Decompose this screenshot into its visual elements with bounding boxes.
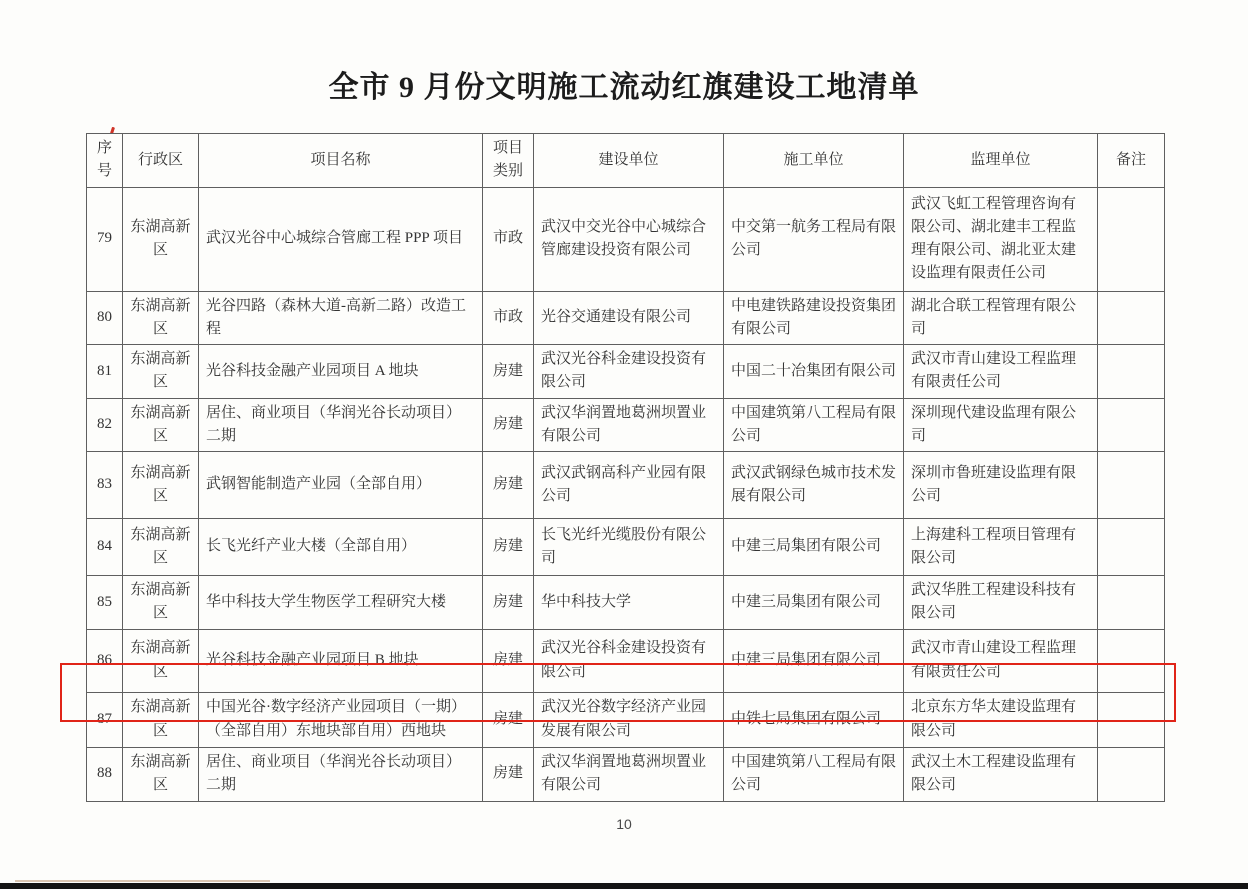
cell-no: 83: [87, 452, 123, 519]
cell-project: 武钢智能制造产业园（全部自用）: [199, 452, 483, 519]
cell-project: 中国光谷·数字经济产业园项目（一期）（全部自用）东地块部自用）西地块: [199, 692, 483, 747]
cell-no: 86: [87, 629, 123, 692]
cell-builder: 长飞光纤光缆股份有限公司: [534, 519, 724, 576]
cell-category: 房建: [483, 345, 534, 399]
scan-edge-bar: [0, 883, 1248, 889]
cell-category: 房建: [483, 576, 534, 630]
cell-remark: [1098, 576, 1165, 630]
column-header: 建设单位: [534, 134, 724, 188]
cell-district: 东湖高新区: [123, 452, 199, 519]
cell-no: 85: [87, 576, 123, 630]
cell-contractor: 中国建筑第八工程局有限公司: [724, 398, 904, 452]
cell-category: 房建: [483, 629, 534, 692]
cell-project: 光谷科技金融产业园项目 B 地块: [199, 629, 483, 692]
cell-supervisor: 武汉飞虹工程管理咨询有限公司、湖北建丰工程监理有限公司、湖北亚太建设监理有限责任公司: [904, 187, 1098, 291]
table-row: [87, 291, 1165, 345]
table-row: [87, 692, 1165, 747]
cell-builder: 光谷交通建设有限公司: [534, 291, 724, 345]
cell-project: 光谷科技金融产业园项目 A 地块: [199, 345, 483, 399]
cell-no: 80: [87, 291, 123, 345]
cell-contractor: 中电建铁路建设投资集团有限公司: [724, 291, 904, 345]
cell-remark: [1098, 692, 1165, 747]
cell-no: 88: [87, 747, 123, 801]
cell-remark: [1098, 291, 1165, 345]
cell-no: 82: [87, 398, 123, 452]
cell-category: 房建: [483, 452, 534, 519]
cell-no: 79: [87, 187, 123, 291]
table-row: [87, 187, 1165, 291]
cell-category: 市政: [483, 187, 534, 291]
table-row: [87, 629, 1165, 692]
cell-contractor: 中铁七局集团有限公司: [724, 692, 904, 747]
cell-supervisor: 深圳现代建设监理有限公司: [904, 398, 1098, 452]
cell-supervisor: 武汉市青山建设工程监理有限责任公司: [904, 629, 1098, 692]
cell-remark: [1098, 747, 1165, 801]
cell-supervisor: 上海建科工程项目管理有限公司: [904, 519, 1098, 576]
table-row: [87, 576, 1165, 630]
cell-builder: 武汉光谷科金建设投资有限公司: [534, 345, 724, 399]
cell-district: 东湖高新区: [123, 345, 199, 399]
cell-supervisor: 湖北合联工程管理有限公司: [904, 291, 1098, 345]
cell-remark: [1098, 519, 1165, 576]
column-header: 序号: [87, 134, 123, 188]
cell-project: 居住、商业项目（华润光谷长动项目）二期: [199, 747, 483, 801]
cell-no: 81: [87, 345, 123, 399]
cell-project: 华中科技大学生物医学工程研究大楼: [199, 576, 483, 630]
cell-remark: [1098, 452, 1165, 519]
cell-district: 东湖高新区: [123, 187, 199, 291]
column-header: 行政区: [123, 134, 199, 188]
table-row: [87, 398, 1165, 452]
cell-category: 房建: [483, 692, 534, 747]
table-row: [87, 452, 1165, 519]
cell-category: 房建: [483, 398, 534, 452]
cell-district: 东湖高新区: [123, 291, 199, 345]
cell-contractor: 中国建筑第八工程局有限公司: [724, 747, 904, 801]
cell-remark: [1098, 629, 1165, 692]
cell-contractor: 中国二十冶集团有限公司: [724, 345, 904, 399]
column-header: 监理单位: [904, 134, 1098, 188]
cell-project: 光谷四路（森林大道-高新二路）改造工程: [199, 291, 483, 345]
table-header-row: [87, 134, 1165, 188]
column-header: 备注: [1098, 134, 1165, 188]
cell-category: 房建: [483, 519, 534, 576]
cell-builder: 武汉武钢高科产业园有限公司: [534, 452, 724, 519]
scan-artifact-line: [15, 880, 270, 882]
cell-builder: 华中科技大学: [534, 576, 724, 630]
cell-project: 长飞光纤产业大楼（全部自用）: [199, 519, 483, 576]
cell-no: 84: [87, 519, 123, 576]
cell-builder: 武汉光谷数字经济产业园发展有限公司: [534, 692, 724, 747]
cell-remark: [1098, 187, 1165, 291]
cell-district: 东湖高新区: [123, 519, 199, 576]
column-header: 项目名称: [199, 134, 483, 188]
column-header: 施工单位: [724, 134, 904, 188]
cell-supervisor: 北京东方华太建设监理有限公司: [904, 692, 1098, 747]
page-number: 10: [616, 816, 632, 832]
page-title: 全市 9 月份文明施工流动红旗建设工地清单: [328, 71, 920, 104]
cell-builder: 武汉华润置地葛洲坝置业有限公司: [534, 398, 724, 452]
cell-district: 东湖高新区: [123, 629, 199, 692]
cell-builder: 武汉华润置地葛洲坝置业有限公司: [534, 747, 724, 801]
cell-remark: [1098, 345, 1165, 399]
cell-project: 武汉光谷中心城综合管廊工程 PPP 项目: [199, 187, 483, 291]
cell-category: 房建: [483, 747, 534, 801]
table-row: [87, 345, 1165, 399]
cell-no: 87: [87, 692, 123, 747]
cell-builder: 武汉光谷科金建设投资有限公司: [534, 629, 724, 692]
cell-builder: 武汉中交光谷中心城综合管廊建设投资有限公司: [534, 187, 724, 291]
cell-contractor: 中交第一航务工程局有限公司: [724, 187, 904, 291]
column-header: 项目类别: [483, 134, 534, 188]
cell-district: 东湖高新区: [123, 398, 199, 452]
cell-contractor: 中建三局集团有限公司: [724, 519, 904, 576]
cell-district: 东湖高新区: [123, 576, 199, 630]
cell-supervisor: 武汉土木工程建设监理有限公司: [904, 747, 1098, 801]
cell-contractor: 武汉武钢绿色城市技术发展有限公司: [724, 452, 904, 519]
cell-contractor: 中建三局集团有限公司: [724, 629, 904, 692]
cell-district: 东湖高新区: [123, 747, 199, 801]
cell-supervisor: 武汉华胜工程建设科技有限公司: [904, 576, 1098, 630]
cell-supervisor: 武汉市青山建设工程监理有限责任公司: [904, 345, 1098, 399]
cell-category: 市政: [483, 291, 534, 345]
table-row: [87, 519, 1165, 576]
cell-district: 东湖高新区: [123, 692, 199, 747]
cell-remark: [1098, 398, 1165, 452]
table-row: [87, 747, 1165, 801]
cell-supervisor: 深圳市鲁班建设监理有限公司: [904, 452, 1098, 519]
cell-contractor: 中建三局集团有限公司: [724, 576, 904, 630]
cell-project: 居住、商业项目（华润光谷长动项目）二期: [199, 398, 483, 452]
construction-sites-table: [86, 133, 1165, 802]
